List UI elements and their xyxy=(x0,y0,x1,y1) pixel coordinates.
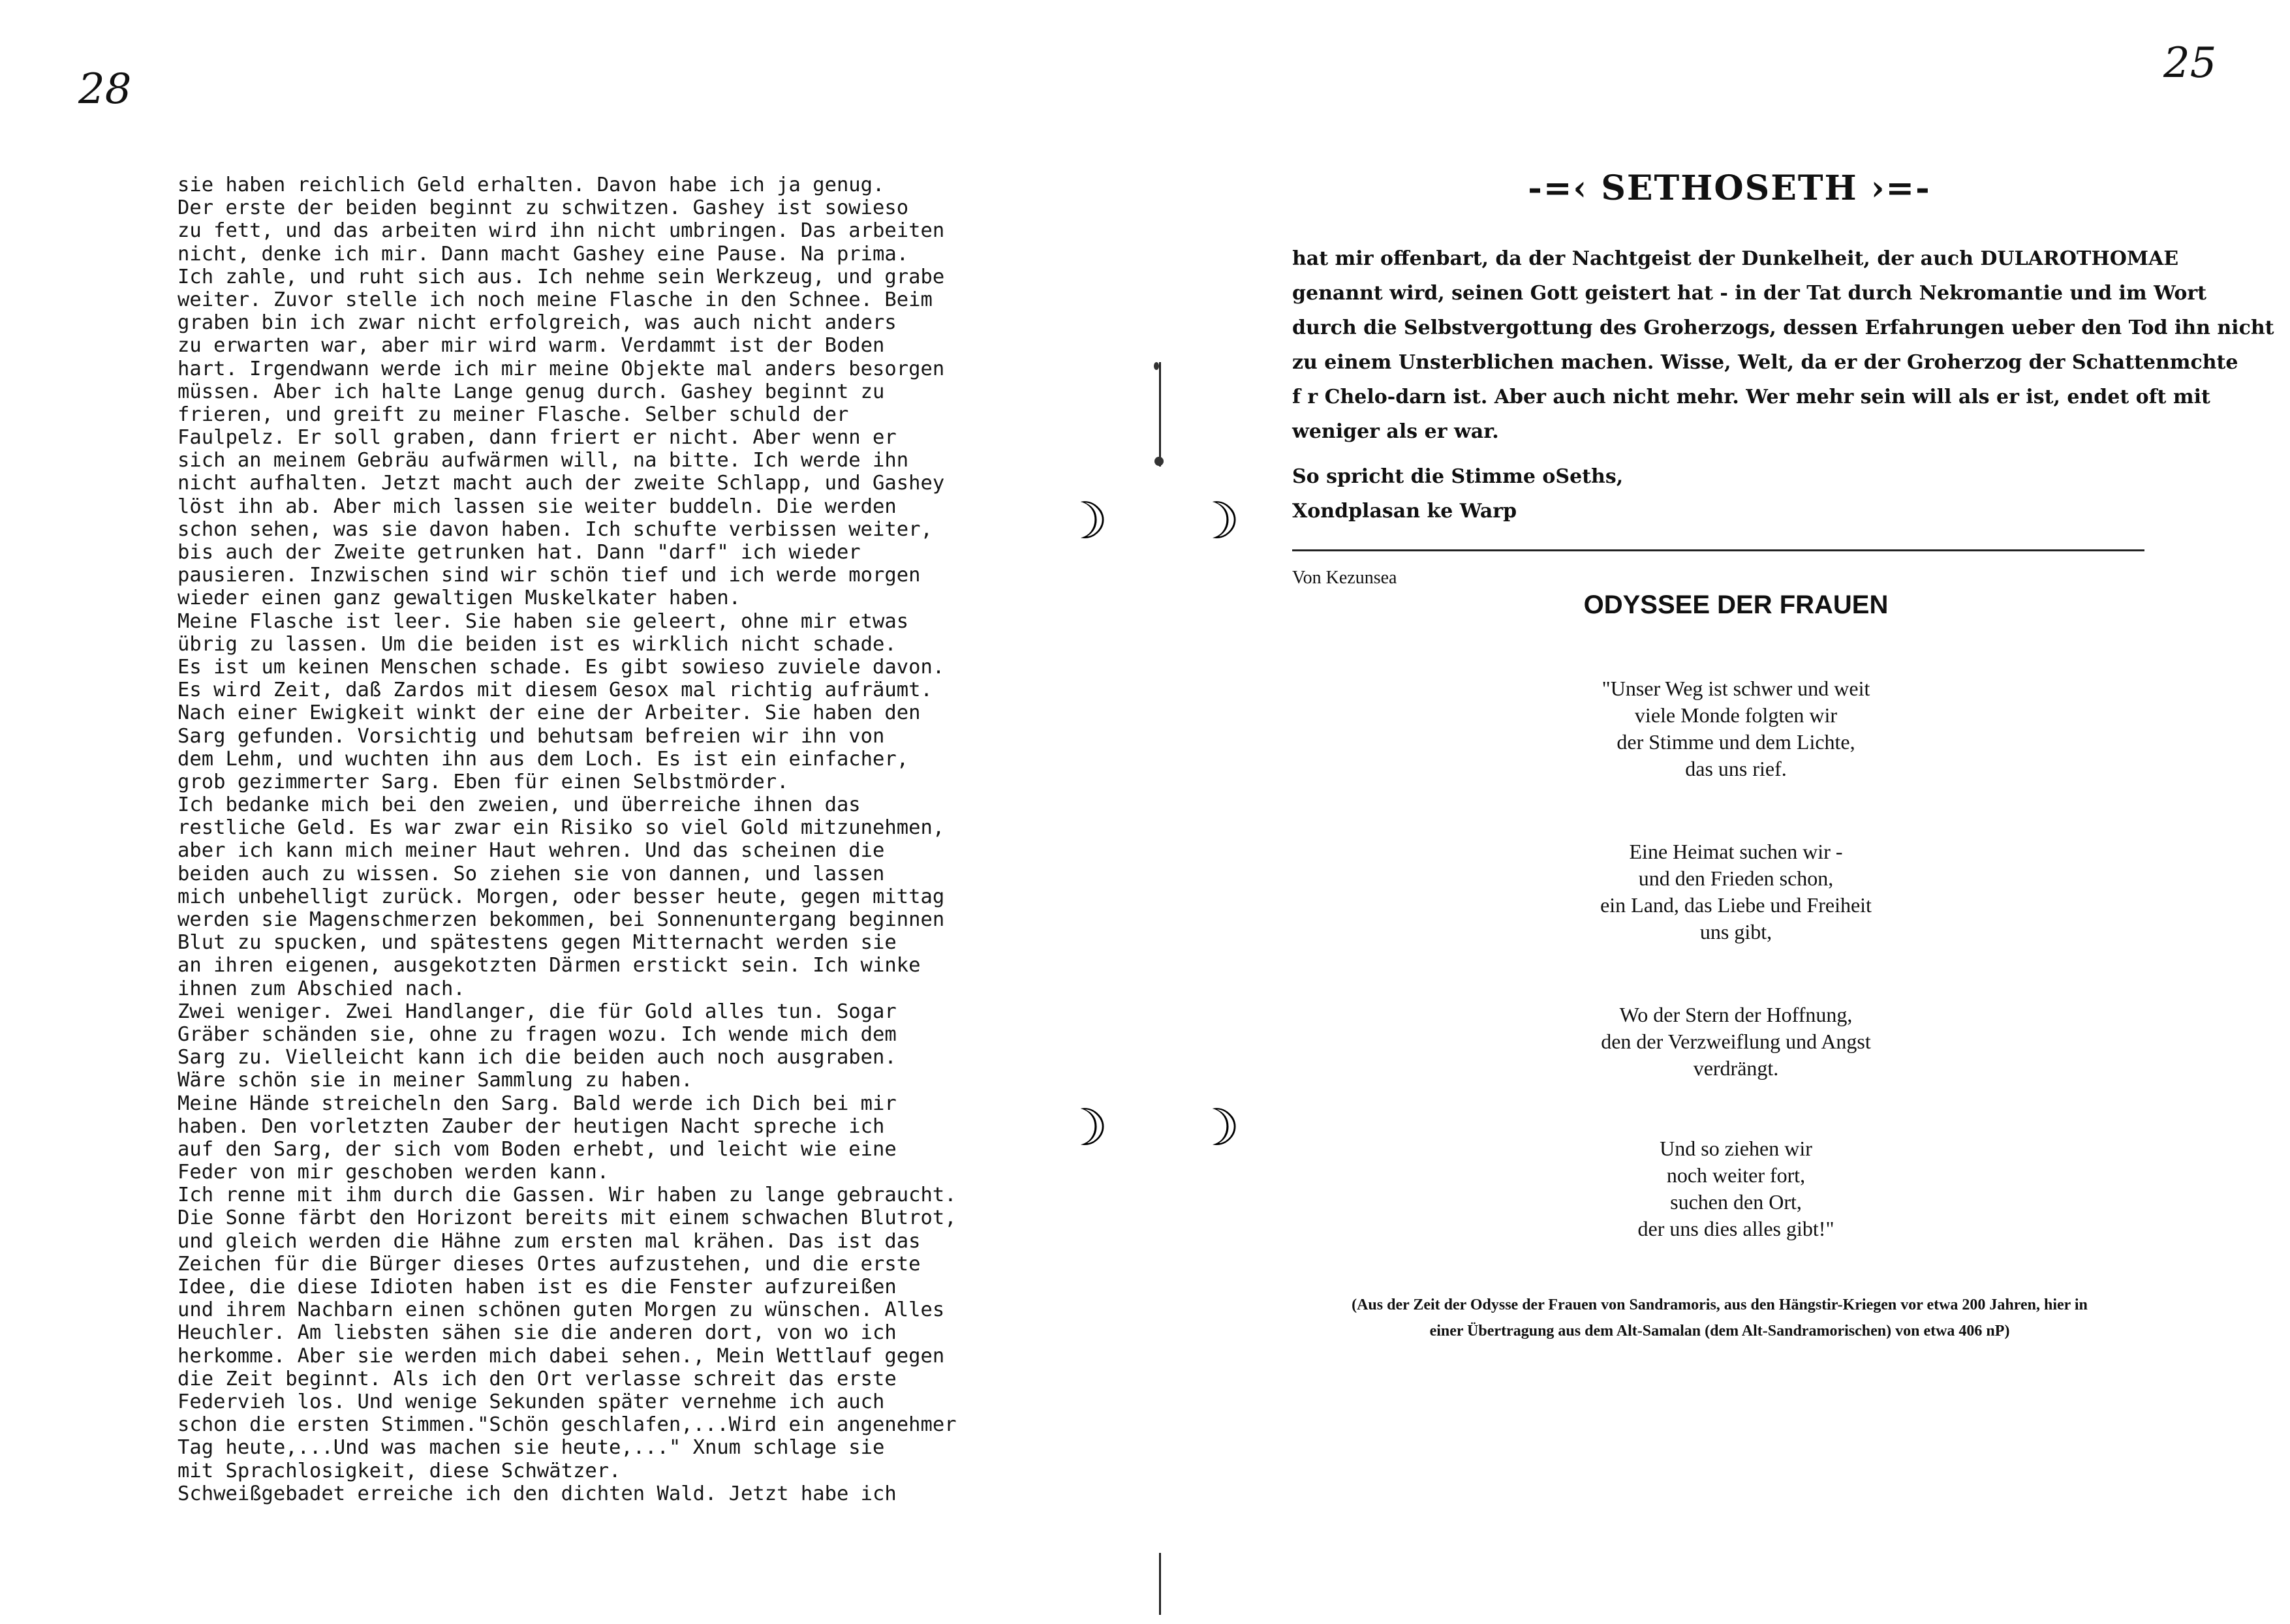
page-fold-line xyxy=(1159,362,1161,467)
text-line: Blut zu spucken, und spätestens gegen Mitternacht werden sie xyxy=(178,931,897,955)
poem-line: "Unser Weg ist schwer und weit xyxy=(1601,677,1870,700)
poem-line: suchen den Ort, xyxy=(1670,1190,1802,1214)
text-line: mit Sprachlosigkeit, diese Schwätzer. xyxy=(178,1459,621,1482)
right-page-number: 25 xyxy=(2163,39,2217,87)
text-line: und ihrem Nachbarn einen schönen guten Morgen zu wünschen. Alles xyxy=(178,1298,945,1322)
text-line: Zwei weniger. Zwei Handlanger, die für Gold alles tun. Sogar xyxy=(178,1000,897,1023)
text-line: müssen. Aber ich halte Lange genug durch. Gashey beginnt zu xyxy=(178,380,885,403)
binder-hole-mark: ☽ xyxy=(1062,492,1108,551)
text-line: zu fett, und das arbeiten wird ihn nicht umbringen. Das arbeiten xyxy=(178,219,945,243)
text-line: Ich renne mit ihm durch die Gassen. Wir haben zu lange gebraucht. xyxy=(178,1184,957,1207)
prophecy-line: zu einem Unsterblichen machen. Wisse, Welt, da er der Groherzog der Schattenmchte xyxy=(1292,351,2238,374)
text-line: sich an meinem Gebräu aufwärmen will, na bitte. Ich werde ihn xyxy=(178,449,909,472)
text-line: Meine Flasche ist leer. Sie haben sie geleert, ohne mir etwas xyxy=(178,609,909,633)
sethoseth-title: -=‹ SETHOSETH ›=- xyxy=(1528,168,1931,208)
text-line: Ich zahle, und ruht sich aus. Ich nehme sein Werkzeug, und grabe xyxy=(178,265,945,288)
poem-stanza xyxy=(1423,1135,2049,1242)
scan-speck xyxy=(1154,362,1159,370)
poem-line: das uns rief. xyxy=(1685,757,1787,780)
text-line: übrig zu lassen. Um die beiden ist es wirklich nicht schade. xyxy=(178,632,897,656)
poem-line: verdrängt. xyxy=(1693,1056,1779,1080)
text-line: Es wird Zeit, daß Zardos mit diesem Gesox mal richtig aufräumt. xyxy=(178,679,933,702)
text-line: haben. Den vorletzten Zauber der heutigen Nacht spreche ich xyxy=(178,1114,885,1138)
prophecy-line: genannt wird, seinen Gott geistert hat - in der Tat durch Nekromantie und im Wort xyxy=(1292,282,2207,305)
text-line: Wäre schön sie in meiner Sammlung zu haben. xyxy=(178,1069,693,1092)
binder-hole-mark: ☽ xyxy=(1194,1099,1240,1157)
prophecy-line: hat mir offenbart, da der Nachtgeist der Dunkelheit, der auch DULAROTHOMAE xyxy=(1292,247,2179,270)
binder-hole-mark: ☽ xyxy=(1194,492,1240,551)
poem-line: viele Monde folgten wir xyxy=(1634,703,1838,727)
poem-line: der Stimme und dem Lichte, xyxy=(1617,730,1855,754)
text-line: Die Sonne färbt den Horizont bereits mit einem schwachen Blutrot, xyxy=(178,1206,957,1230)
signature-block xyxy=(1292,459,1623,529)
signature-line: Xondplasan ke Warp xyxy=(1292,500,1517,523)
poem-stanza xyxy=(1423,838,2049,945)
poem-line: und den Frieden schon, xyxy=(1638,866,1834,890)
scan-speck xyxy=(1154,457,1164,466)
poem-stanza xyxy=(1423,1002,2049,1082)
text-line: Meine Hände streicheln den Sarg. Bald werde ich Dich bei mir xyxy=(178,1092,897,1115)
text-line: Heuchler. Am liebsten sähen sie die anderen dort, von wo ich xyxy=(178,1321,897,1345)
text-line: zu erwarten war, aber mir wird warm. Verdammt ist der Boden xyxy=(178,334,885,358)
text-line: schon sehen, was sie davon haben. Ich schufte verbissen weiter, xyxy=(178,517,933,541)
text-line: Federvieh los. Und wenige Sekunden später vernehme ich auch xyxy=(178,1390,885,1413)
text-line: die Zeit beginnt. Als ich den Ort verlasse schreit das erste xyxy=(178,1367,897,1390)
text-line: an ihren eigenen, ausgekotzten Därmen erstickt sein. Ich winke xyxy=(178,954,921,977)
poem-line: ein Land, das Liebe und Freiheit xyxy=(1600,893,1872,917)
text-line: Sarg gefunden. Vorsichtig und behutsam befreien wir ihn von xyxy=(178,724,885,748)
text-line: Sarg zu. Vielleicht kann ich die beiden auch noch ausgraben. xyxy=(178,1046,897,1069)
poem-line: noch weiter fort, xyxy=(1666,1163,1806,1187)
text-line: grob gezimmerter Sarg. Eben für einen Selbstmörder. xyxy=(178,770,789,793)
text-line: ihnen zum Abschied nach. xyxy=(178,977,465,1000)
text-line: werden sie Magenschmerzen bekommen, bei Sonnenuntergang beginnen xyxy=(178,908,945,931)
prophecy-line: f r Chelo-darn ist. Aber auch nicht mehr. Wer mehr sein will als er ist, endet oft mit xyxy=(1292,386,2210,408)
text-line: Tag heute,...Und was machen sie heute,..." Xnum schlage sie xyxy=(178,1436,885,1460)
left-page-text xyxy=(178,174,1091,1505)
text-line: bis auch der Zweite getrunken hat. Dann "darf" ich wieder xyxy=(178,541,861,564)
poem-line: Wo der Stern der Hoffnung, xyxy=(1619,1003,1853,1026)
text-line: Faulpelz. Er soll graben, dann friert er nicht. Aber wenn er xyxy=(178,426,897,450)
poem-title: ODYSSEE DER FRAUEN xyxy=(1583,590,1889,619)
source-note-line: (Aus der Zeit der Odysse der Frauen von Sandramoris, aus den Hängstir-Kriegen vor etwa 200 Jahren, hier in xyxy=(1352,1296,2088,1313)
text-line: mich unbehelligt zurück. Morgen, oder besser heute, gegen mittag xyxy=(178,885,945,908)
page-fold-line xyxy=(1159,1553,1161,1615)
text-line: wieder einen ganz gewaltigen Muskelkater haben. xyxy=(178,587,741,610)
source-note-line: einer Übertragung aus dem Alt-Samalan (dem Alt-Sandramorischen) von etwa 406 nP) xyxy=(1429,1323,2010,1340)
section-divider xyxy=(1292,549,2144,551)
poem-byline: Von Kezunsea xyxy=(1292,568,1397,588)
poem-line: Und so ziehen wir xyxy=(1660,1137,1812,1160)
text-line: beiden auch zu wissen. So ziehen sie von dannen, und lassen xyxy=(178,862,885,885)
text-line: Es ist um keinen Menschen schade. Es gibt sowieso zuviele davon. xyxy=(178,655,945,679)
text-line: Ich bedanke mich bei den zweien, und überreiche ihnen das xyxy=(178,793,861,817)
poem-line: den der Verzweiflung und Angst xyxy=(1601,1030,1871,1053)
text-line: Zeichen für die Bürger dieses Ortes aufzustehen, und die erste xyxy=(178,1252,921,1276)
text-line: und gleich werden die Hähne zum ersten mal krähen. Das ist das xyxy=(178,1229,921,1253)
text-line: Der erste der beiden beginnt zu schwitzen. Gashey ist sowieso xyxy=(178,196,909,220)
text-line: hart. Irgendwann werde ich mir meine Objekte mal anders besorgen xyxy=(178,357,945,380)
text-line: herkomme. Aber sie werden mich dabei sehen., Mein Wettlauf gegen xyxy=(178,1344,945,1368)
text-line: Idee, die diese Idioten haben ist es die Fenster aufzureißen xyxy=(178,1276,897,1298)
text-line: schon die ersten Stimmen."Schön geschlafen,...Wird ein angenehmer xyxy=(178,1413,957,1437)
text-line: Schweißgebadet erreiche ich den dichten Wald. Jetzt habe ich xyxy=(178,1482,897,1505)
text-line: weiter. Zuvor stelle ich noch meine Flasche in den Schnee. Beim xyxy=(178,288,933,311)
text-line: auf den Sarg, der sich vom Boden erhebt, und leicht wie eine xyxy=(178,1137,897,1161)
binder-hole-mark: ☽ xyxy=(1062,1099,1108,1157)
text-line: Gräber schänden sie, ohne zu fragen wozu. Ich wende mich dem xyxy=(178,1022,897,1046)
source-note xyxy=(1292,1292,2147,1344)
left-page-number: 28 xyxy=(78,65,132,114)
prophecy-line: weniger als er war. xyxy=(1292,420,1499,443)
text-line: graben bin ich zwar nicht erfolgreich, was auch nicht anders xyxy=(178,311,897,335)
text-line: dem Lehm, und wuchten ihn aus dem Loch. Es ist ein einfacher, xyxy=(178,747,909,771)
text-line: aber ich kann mich meiner Haut wehren. Und das scheinen die xyxy=(178,839,885,863)
text-line: Feder von mir geschoben werden kann. xyxy=(178,1161,610,1184)
text-line: frieren, und greift zu meiner Flasche. Selber schuld der xyxy=(178,403,849,426)
poem-line: uns gibt, xyxy=(1699,920,1772,943)
text-line: restliche Geld. Es war zwar ein Risiko so viel Gold mitzunehmen, xyxy=(178,816,945,840)
poem-line: der uns dies alles gibt!" xyxy=(1637,1217,1834,1240)
text-line: nicht, denke ich mir. Dann macht Gashey eine Pause. Na prima. xyxy=(178,242,909,266)
signature-line: So spricht die Stimme oSeths, xyxy=(1292,465,1624,488)
prophecy-line: durch die Selbstvergottung des Groherzogs, dessen Erfahrungen ueber den Tod ihn nicht xyxy=(1292,316,2274,339)
poem-line: Eine Heimat suchen wir - xyxy=(1629,840,1843,863)
text-line: pausieren. Inzwischen sind wir schön tief und ich werde morgen xyxy=(178,564,921,587)
text-line: Nach einer Ewigkeit winkt der eine der Arbeiter. Sie haben den xyxy=(178,701,921,725)
prophecy-paragraph xyxy=(1292,241,2274,449)
text-line: nicht aufhalten. Jetzt macht auch der zweite Schlapp, und Gashey xyxy=(178,472,945,495)
poem-stanza xyxy=(1423,675,2049,782)
text-line: sie haben reichlich Geld erhalten. Davon habe ich ja genug. xyxy=(178,174,885,196)
text-line: löst ihn ab. Aber mich lassen sie weiter buddeln. Die werden xyxy=(178,495,897,518)
